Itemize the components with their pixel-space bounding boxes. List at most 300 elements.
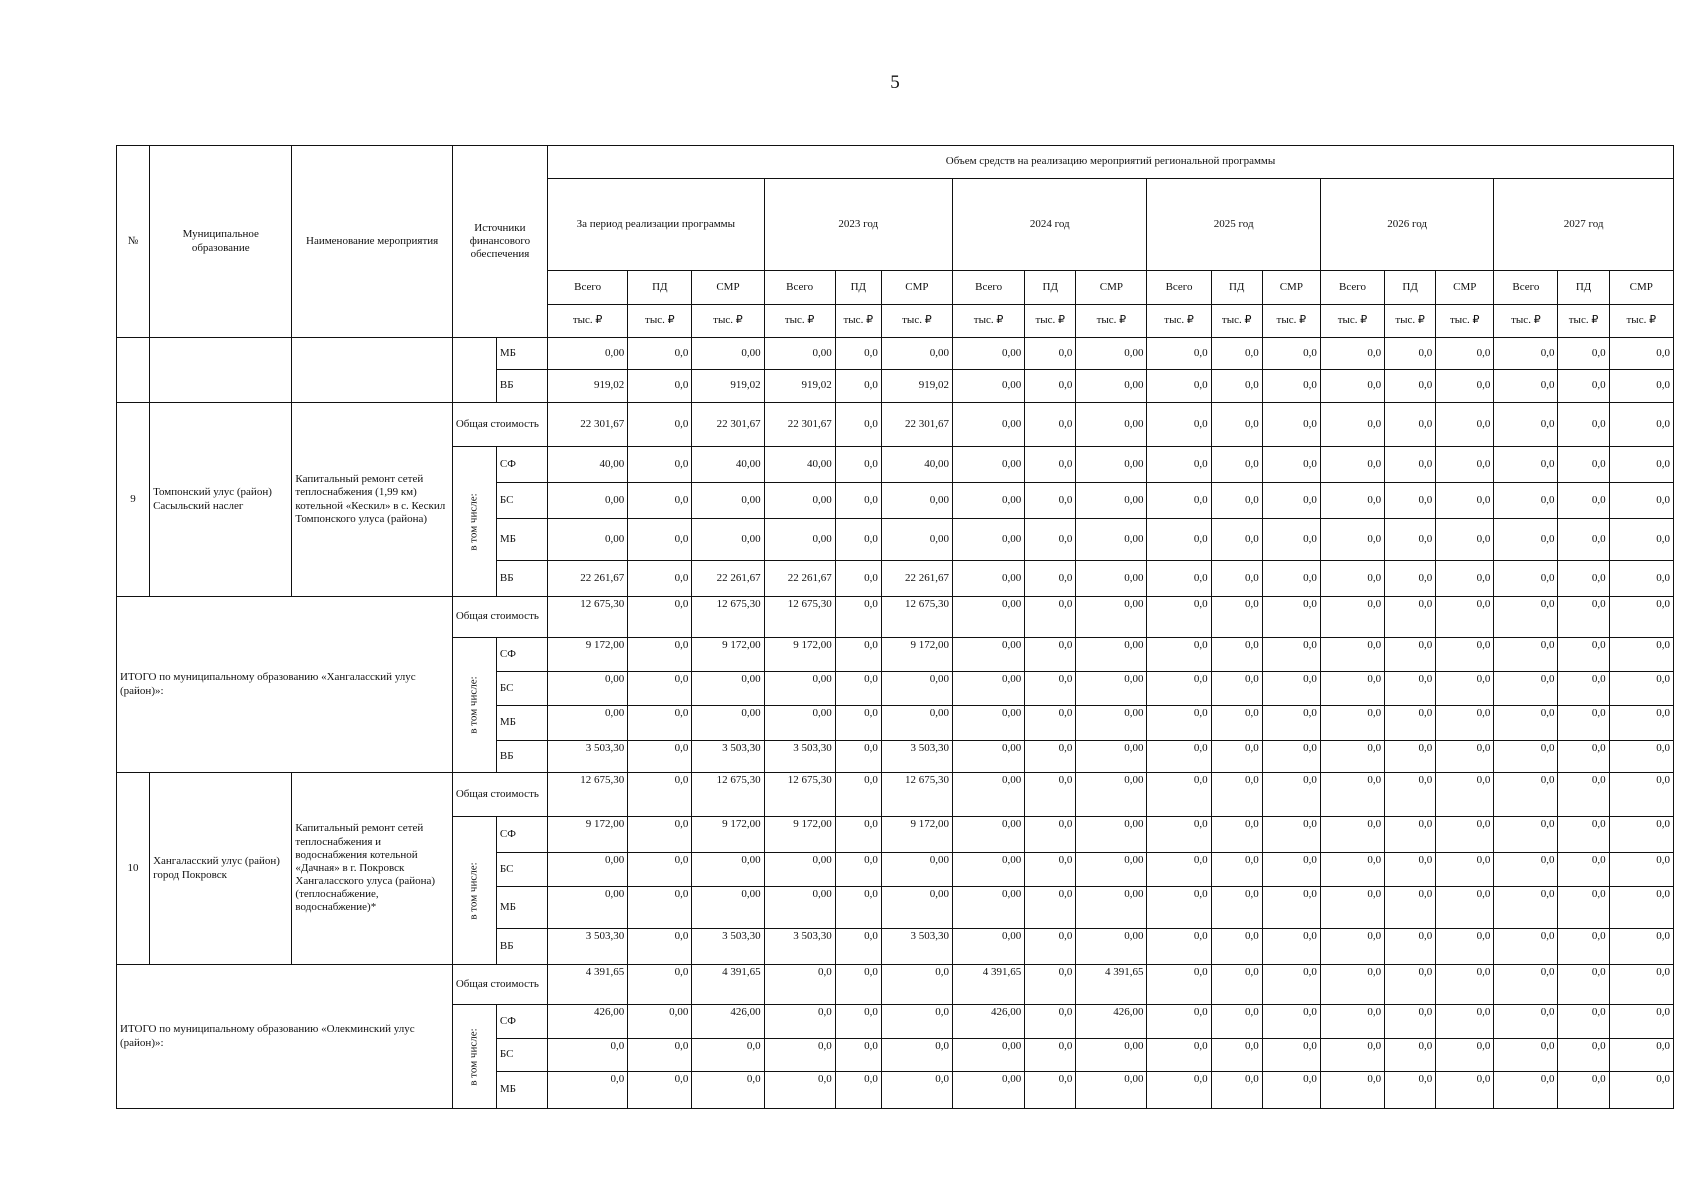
value-cell: 426,00 — [1076, 1005, 1147, 1039]
unit-label: тыс. ₽ — [1385, 305, 1436, 338]
value-cell: 0,00 — [764, 483, 835, 519]
value-cell: 0,00 — [953, 638, 1025, 672]
value-cell: 0,0 — [1262, 338, 1320, 370]
header-no: № — [117, 146, 150, 338]
value-cell: 0,0 — [1320, 817, 1384, 853]
unit-label: тыс. ₽ — [1320, 305, 1384, 338]
value-cell: 0,0 — [1320, 519, 1384, 561]
value-cell: 0,00 — [953, 403, 1025, 447]
value-cell: 0,0 — [1609, 1072, 1673, 1109]
value-cell: 0,0 — [1436, 1005, 1494, 1039]
value-cell: 0,00 — [881, 853, 952, 887]
period-header: 2023 год — [764, 179, 952, 271]
source-label-bs: БС — [496, 672, 547, 706]
value-cell: 0,0 — [835, 519, 881, 561]
source-label-bs: БС — [496, 1039, 547, 1072]
value-cell: 0,0 — [835, 929, 881, 965]
value-cell: 0,0 — [835, 741, 881, 773]
value-cell: 0,00 — [881, 706, 952, 741]
value-cell: 4 391,65 — [548, 965, 628, 1005]
value-cell: 0,0 — [1558, 519, 1609, 561]
value-cell: 0,0 — [1558, 403, 1609, 447]
value-cell: 0,0 — [628, 483, 692, 519]
value-cell: 0,0 — [1025, 483, 1076, 519]
value-cell: 0,00 — [953, 519, 1025, 561]
value-cell: 0,0 — [1558, 597, 1609, 638]
value-cell: 0,0 — [1025, 338, 1076, 370]
value-cell: 0,0 — [1385, 1039, 1436, 1072]
value-cell: 0,0 — [1385, 403, 1436, 447]
value-cell: 0,0 — [835, 597, 881, 638]
including-text: в том числе: — [467, 676, 480, 734]
value-cell: 0,0 — [1558, 817, 1609, 853]
value-cell: 0,0 — [628, 597, 692, 638]
value-cell: 0,00 — [692, 338, 764, 370]
value-cell: 0,0 — [1320, 1072, 1384, 1109]
value-cell: 0,0 — [628, 338, 692, 370]
value-cell: 0,00 — [1076, 706, 1147, 741]
source-label-vb: ВБ — [496, 741, 547, 773]
page-number: 5 — [890, 72, 900, 93]
value-cell: 0,0 — [1494, 519, 1558, 561]
column-label: Всего — [764, 271, 835, 305]
row-number: 10 — [117, 773, 150, 965]
value-cell: 0,0 — [1558, 773, 1609, 817]
value-cell: 0,0 — [1211, 638, 1262, 672]
value-cell: 0,0 — [1609, 483, 1673, 519]
value-cell: 0,0 — [1385, 853, 1436, 887]
value-cell: 0,0 — [1025, 638, 1076, 672]
value-cell: 0,0 — [1147, 706, 1211, 741]
value-cell: 0,00 — [953, 370, 1025, 403]
period-header: За период реализации программы — [548, 179, 765, 271]
including-label — [452, 447, 496, 597]
value-cell: 40,00 — [692, 447, 764, 483]
value-cell: 0,0 — [1385, 519, 1436, 561]
value-cell: 0,0 — [1436, 706, 1494, 741]
column-label: СМР — [1436, 271, 1494, 305]
value-cell: 0,0 — [1494, 773, 1558, 817]
value-cell: 0,0 — [1385, 597, 1436, 638]
value-cell: 0,00 — [953, 447, 1025, 483]
measure-cell: Капитальный ремонт сетей теплоснабжения (1,99 км) котельной «Кескил» в с. Кескил Томпонского улуса (района) — [292, 403, 452, 597]
value-cell: 919,02 — [692, 370, 764, 403]
unit-label: тыс. ₽ — [1558, 305, 1609, 338]
unit-label: тыс. ₽ — [628, 305, 692, 338]
value-cell: 0,00 — [953, 853, 1025, 887]
value-cell: 0,0 — [1262, 773, 1320, 817]
value-cell: 40,00 — [764, 447, 835, 483]
value-cell: 0,00 — [1076, 370, 1147, 403]
source-label-mb: МБ — [496, 1072, 547, 1109]
value-cell: 0,0 — [1025, 1005, 1076, 1039]
value-cell: 0,0 — [1494, 370, 1558, 403]
including-label — [452, 638, 496, 773]
source-label-total: Общая стоимость — [452, 403, 547, 447]
value-cell: 0,0 — [1147, 561, 1211, 597]
value-cell: 0,00 — [1076, 853, 1147, 887]
value-cell: 0,0 — [1385, 370, 1436, 403]
itogo-label: ИТОГО по муниципальному образованию «Хангаласский улус (район)»: — [117, 597, 453, 773]
value-cell: 12 675,30 — [764, 773, 835, 817]
empty-no-cell — [117, 338, 150, 403]
value-cell: 0,0 — [1436, 338, 1494, 370]
value-cell: 0,0 — [835, 672, 881, 706]
value-cell: 0,00 — [953, 817, 1025, 853]
source-label-mb: МБ — [496, 706, 547, 741]
value-cell: 0,0 — [1609, 817, 1673, 853]
value-cell: 0,0 — [1211, 672, 1262, 706]
table-row — [117, 597, 1674, 638]
value-cell: 0,0 — [1385, 638, 1436, 672]
value-cell: 0,0 — [1147, 519, 1211, 561]
including-label — [452, 1005, 496, 1109]
value-cell: 0,0 — [1262, 483, 1320, 519]
program-funding-table — [116, 145, 1674, 1109]
value-cell: 3 503,30 — [692, 741, 764, 773]
value-cell: 0,0 — [1609, 403, 1673, 447]
value-cell: 0,00 — [1076, 773, 1147, 817]
value-cell: 0,0 — [881, 1039, 952, 1072]
value-cell: 0,0 — [1558, 483, 1609, 519]
value-cell: 0,0 — [628, 370, 692, 403]
municipality-cell: Томпонский улус (район) Сасыльский наслег — [150, 403, 292, 597]
value-cell: 0,0 — [1436, 853, 1494, 887]
value-cell: 0,0 — [1262, 853, 1320, 887]
value-cell: 0,0 — [1494, 706, 1558, 741]
value-cell: 0,0 — [1609, 1005, 1673, 1039]
value-cell: 0,0 — [835, 483, 881, 519]
value-cell: 0,0 — [1320, 965, 1384, 1005]
value-cell: 0,0 — [1609, 447, 1673, 483]
value-cell: 22 261,67 — [764, 561, 835, 597]
value-cell: 0,00 — [764, 887, 835, 929]
value-cell: 0,00 — [1076, 929, 1147, 965]
value-cell: 0,0 — [1211, 483, 1262, 519]
value-cell: 9 172,00 — [764, 817, 835, 853]
value-cell: 0,0 — [1262, 741, 1320, 773]
value-cell: 0,0 — [1558, 965, 1609, 1005]
header-municipality: Муниципальное образование — [150, 146, 292, 338]
unit-label: тыс. ₽ — [1262, 305, 1320, 338]
value-cell: 0,0 — [1436, 929, 1494, 965]
value-cell: 0,00 — [881, 483, 952, 519]
value-cell: 0,0 — [1025, 1072, 1076, 1109]
value-cell: 22 301,67 — [764, 403, 835, 447]
value-cell: 0,0 — [692, 1072, 764, 1109]
value-cell: 0,00 — [1076, 887, 1147, 929]
value-cell: 0,0 — [548, 1072, 628, 1109]
column-label: ПД — [835, 271, 881, 305]
header-volume: Объем средств на реализацию мероприятий региональной программы — [548, 146, 1674, 179]
value-cell: 0,0 — [881, 965, 952, 1005]
value-cell: 0,00 — [953, 597, 1025, 638]
column-label: Всего — [1494, 271, 1558, 305]
value-cell: 0,0 — [1025, 370, 1076, 403]
empty-municipality-cell — [150, 338, 292, 403]
municipality-cell: Хангаласский улус (район) город Покровск — [150, 773, 292, 965]
value-cell: 0,00 — [953, 929, 1025, 965]
value-cell: 0,0 — [1494, 965, 1558, 1005]
value-cell: 0,0 — [1211, 887, 1262, 929]
value-cell: 0,0 — [1558, 672, 1609, 706]
value-cell: 0,0 — [1025, 403, 1076, 447]
value-cell: 9 172,00 — [548, 638, 628, 672]
value-cell: 0,0 — [1436, 887, 1494, 929]
value-cell: 0,0 — [1262, 561, 1320, 597]
value-cell: 0,0 — [1385, 672, 1436, 706]
value-cell: 426,00 — [953, 1005, 1025, 1039]
value-cell: 0,0 — [628, 638, 692, 672]
value-cell: 0,0 — [628, 403, 692, 447]
value-cell: 0,0 — [1147, 338, 1211, 370]
value-cell: 0,00 — [953, 483, 1025, 519]
value-cell: 0,0 — [1211, 817, 1262, 853]
value-cell: 0,0 — [628, 1039, 692, 1072]
value-cell: 0,0 — [1436, 1039, 1494, 1072]
value-cell: 0,0 — [835, 403, 881, 447]
source-label-total: Общая стоимость — [452, 965, 547, 1005]
column-label: ПД — [1025, 271, 1076, 305]
value-cell: 0,0 — [1147, 447, 1211, 483]
unit-label: тыс. ₽ — [881, 305, 952, 338]
source-label-total: Общая стоимость — [452, 773, 547, 817]
value-cell: 0,00 — [764, 853, 835, 887]
unit-label: тыс. ₽ — [764, 305, 835, 338]
value-cell: 0,0 — [1320, 773, 1384, 817]
value-cell: 22 301,67 — [692, 403, 764, 447]
value-cell: 0,0 — [835, 447, 881, 483]
value-cell: 0,0 — [835, 706, 881, 741]
value-cell: 0,0 — [1262, 597, 1320, 638]
value-cell: 0,0 — [1385, 1005, 1436, 1039]
value-cell: 0,0 — [1320, 853, 1384, 887]
including-text: в том числе: — [467, 1027, 480, 1086]
value-cell: 0,0 — [1609, 887, 1673, 929]
value-cell: 0,00 — [1076, 741, 1147, 773]
value-cell: 0,0 — [764, 1039, 835, 1072]
value-cell: 22 261,67 — [692, 561, 764, 597]
empty-measure-cell — [292, 338, 452, 403]
value-cell: 0,0 — [1385, 706, 1436, 741]
value-cell: 0,0 — [1147, 403, 1211, 447]
value-cell: 22 261,67 — [548, 561, 628, 597]
value-cell: 0,00 — [1076, 561, 1147, 597]
value-cell: 0,0 — [1436, 741, 1494, 773]
value-cell: 0,0 — [1385, 965, 1436, 1005]
value-cell: 0,0 — [1025, 773, 1076, 817]
value-cell: 0,00 — [628, 1005, 692, 1039]
value-cell: 0,0 — [628, 965, 692, 1005]
value-cell: 0,00 — [692, 519, 764, 561]
value-cell: 0,0 — [1147, 817, 1211, 853]
value-cell: 9 172,00 — [692, 817, 764, 853]
value-cell: 0,0 — [1385, 338, 1436, 370]
value-cell: 0,00 — [548, 672, 628, 706]
value-cell: 0,0 — [1025, 965, 1076, 1005]
column-label: СМР — [1262, 271, 1320, 305]
source-label-mb: МБ — [496, 887, 547, 929]
value-cell: 0,0 — [1211, 1005, 1262, 1039]
value-cell: 0,0 — [1558, 887, 1609, 929]
value-cell: 0,0 — [1320, 338, 1384, 370]
value-cell: 12 675,30 — [548, 773, 628, 817]
source-label-sf: СФ — [496, 638, 547, 672]
value-cell: 0,0 — [628, 773, 692, 817]
value-cell: 0,0 — [1320, 741, 1384, 773]
value-cell: 0,0 — [835, 1072, 881, 1109]
value-cell: 0,0 — [1436, 370, 1494, 403]
source-label-total: Общая стоимость — [452, 597, 547, 638]
header-row-1 — [117, 146, 1674, 179]
value-cell: 12 675,30 — [764, 597, 835, 638]
value-cell: 40,00 — [548, 447, 628, 483]
value-cell: 0,0 — [1025, 447, 1076, 483]
table-row — [117, 773, 1674, 817]
value-cell: 0,0 — [1025, 672, 1076, 706]
value-cell: 0,0 — [1494, 483, 1558, 519]
value-cell: 0,00 — [1076, 447, 1147, 483]
value-cell: 0,0 — [628, 672, 692, 706]
period-header: 2024 год — [953, 179, 1147, 271]
column-label: ПД — [1211, 271, 1262, 305]
value-cell: 0,0 — [1211, 773, 1262, 817]
value-cell: 0,0 — [1211, 965, 1262, 1005]
value-cell: 0,0 — [1494, 1005, 1558, 1039]
value-cell: 0,0 — [1609, 773, 1673, 817]
value-cell: 12 675,30 — [692, 773, 764, 817]
unit-label: тыс. ₽ — [1025, 305, 1076, 338]
value-cell: 0,0 — [628, 741, 692, 773]
value-cell: 0,0 — [1609, 338, 1673, 370]
column-label: ПД — [1558, 271, 1609, 305]
value-cell: 0,0 — [1436, 817, 1494, 853]
value-cell: 0,0 — [1558, 741, 1609, 773]
value-cell: 0,0 — [1436, 638, 1494, 672]
value-cell: 0,0 — [1025, 929, 1076, 965]
measure-cell: Капитальный ремонт сетей теплоснабжения и водоснабжения котельной «Дачная» в г. Покровск Хангаласского улуса (района)(теплоснабжение, водоснабжение)* — [292, 773, 452, 965]
value-cell: 0,00 — [953, 1039, 1025, 1072]
value-cell: 0,0 — [1262, 1005, 1320, 1039]
value-cell: 0,0 — [1262, 672, 1320, 706]
value-cell: 0,0 — [1147, 929, 1211, 965]
value-cell: 0,0 — [1147, 483, 1211, 519]
value-cell: 0,0 — [1262, 965, 1320, 1005]
source-label-mb: МБ — [496, 338, 547, 370]
value-cell: 0,0 — [1320, 929, 1384, 965]
value-cell: 0,0 — [1320, 403, 1384, 447]
value-cell: 0,00 — [1076, 1039, 1147, 1072]
column-label: СМР — [1609, 271, 1673, 305]
value-cell: 0,0 — [1494, 638, 1558, 672]
value-cell: 0,00 — [764, 519, 835, 561]
value-cell: 0,0 — [1025, 817, 1076, 853]
value-cell: 0,0 — [1494, 929, 1558, 965]
value-cell: 0,0 — [1494, 338, 1558, 370]
value-cell: 0,0 — [1494, 853, 1558, 887]
value-cell: 3 503,30 — [764, 741, 835, 773]
value-cell: 0,0 — [548, 1039, 628, 1072]
value-cell: 0,0 — [1558, 338, 1609, 370]
value-cell: 0,0 — [1320, 447, 1384, 483]
value-cell: 0,0 — [1320, 887, 1384, 929]
value-cell: 0,0 — [1494, 597, 1558, 638]
value-cell: 0,0 — [628, 447, 692, 483]
value-cell: 9 172,00 — [692, 638, 764, 672]
value-cell: 0,00 — [548, 483, 628, 519]
column-label: СМР — [881, 271, 952, 305]
header-measure: Наименование мероприятия — [292, 146, 452, 338]
header-sources: Источники финансового обеспечения — [452, 146, 547, 338]
value-cell: 0,0 — [628, 929, 692, 965]
value-cell: 0,0 — [835, 887, 881, 929]
value-cell: 0,0 — [1494, 561, 1558, 597]
value-cell: 0,0 — [628, 561, 692, 597]
value-cell: 0,0 — [1320, 597, 1384, 638]
empty-including-cell — [452, 338, 496, 403]
value-cell: 0,0 — [1320, 561, 1384, 597]
value-cell: 0,00 — [881, 672, 952, 706]
source-label-bs: БС — [496, 853, 547, 887]
value-cell: 0,00 — [1076, 672, 1147, 706]
value-cell: 0,0 — [1211, 741, 1262, 773]
value-cell: 0,00 — [881, 887, 952, 929]
value-cell: 0,00 — [764, 706, 835, 741]
unit-label: тыс. ₽ — [1211, 305, 1262, 338]
value-cell: 3 503,30 — [764, 929, 835, 965]
value-cell: 0,0 — [1436, 672, 1494, 706]
value-cell: 0,0 — [628, 887, 692, 929]
value-cell: 0,0 — [1320, 706, 1384, 741]
value-cell: 0,0 — [1558, 929, 1609, 965]
value-cell: 0,00 — [881, 338, 952, 370]
value-cell: 0,00 — [1076, 403, 1147, 447]
value-cell: 0,0 — [835, 561, 881, 597]
value-cell: 22 261,67 — [881, 561, 952, 597]
value-cell: 0,00 — [548, 887, 628, 929]
period-header: 2027 год — [1494, 179, 1674, 271]
unit-label: тыс. ₽ — [1147, 305, 1211, 338]
value-cell: 0,0 — [764, 1072, 835, 1109]
value-cell: 0,00 — [953, 773, 1025, 817]
value-cell: 0,0 — [1025, 1039, 1076, 1072]
value-cell: 0,0 — [1320, 1039, 1384, 1072]
value-cell: 0,0 — [1147, 741, 1211, 773]
value-cell: 0,0 — [1262, 370, 1320, 403]
value-cell: 919,02 — [764, 370, 835, 403]
value-cell: 0,00 — [953, 561, 1025, 597]
value-cell: 22 301,67 — [548, 403, 628, 447]
value-cell: 0,0 — [1211, 853, 1262, 887]
source-label-vb: ВБ — [496, 370, 547, 403]
unit-label: тыс. ₽ — [548, 305, 628, 338]
value-cell: 0,00 — [1076, 519, 1147, 561]
value-cell: 0,0 — [1211, 519, 1262, 561]
value-cell: 0,0 — [835, 853, 881, 887]
value-cell: 0,0 — [1609, 853, 1673, 887]
value-cell: 0,0 — [1494, 447, 1558, 483]
value-cell: 0,00 — [1076, 817, 1147, 853]
value-cell: 0,0 — [1609, 672, 1673, 706]
column-label: Всего — [953, 271, 1025, 305]
value-cell: 0,00 — [692, 672, 764, 706]
value-cell: 0,0 — [1262, 817, 1320, 853]
value-cell: 426,00 — [692, 1005, 764, 1039]
value-cell: 0,0 — [1609, 561, 1673, 597]
value-cell: 0,00 — [1076, 483, 1147, 519]
value-cell: 0,0 — [1609, 929, 1673, 965]
value-cell: 0,0 — [835, 338, 881, 370]
